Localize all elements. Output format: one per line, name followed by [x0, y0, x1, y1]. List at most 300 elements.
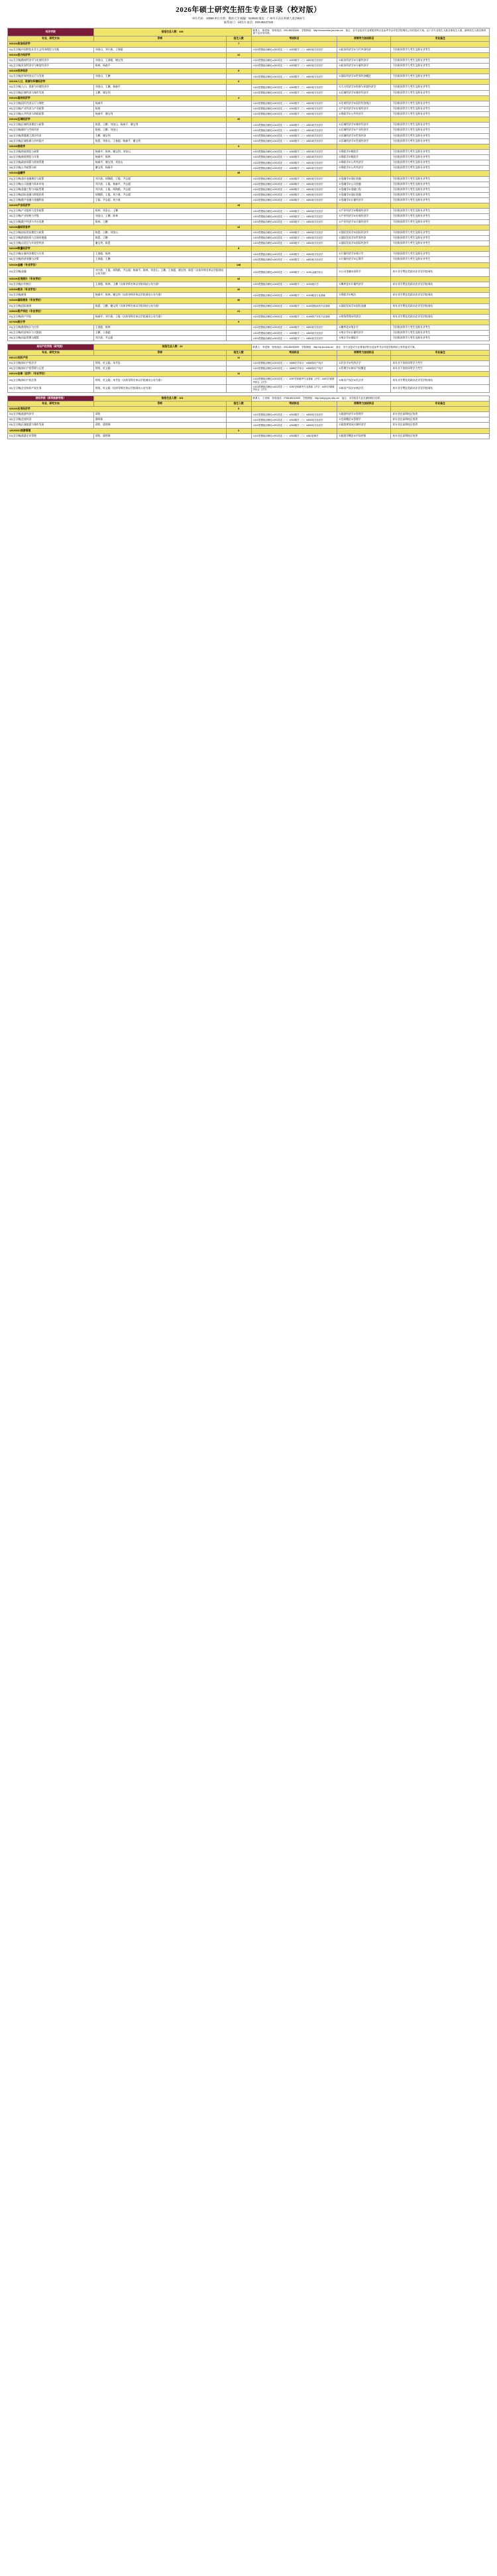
major-remark-cell: 本专业在深圳校区培养 — [391, 412, 490, 417]
equivalent-test-cell: ①金融学②公司金融 — [337, 182, 391, 187]
major-row-filler — [251, 288, 337, 293]
major-remark-cell: 不招收同等学力考生及跨专业考生 — [391, 47, 490, 52]
exam-subjects-cell: ①101思想政治理论②201英语（一）③303数学（三）④802西方经济学 — [251, 192, 337, 197]
college-name: 知识产权学院（研究院） — [8, 345, 94, 350]
major-row-filler — [391, 42, 490, 47]
major-row — [8, 407, 490, 412]
equivalent-test-cell: ①概率论②统计学 — [337, 325, 391, 331]
enrollment-count-cell — [226, 176, 251, 182]
major-remark-cell: 本专业不招收同等学力考生 — [391, 366, 490, 371]
enrollment-count-cell — [226, 90, 251, 95]
advisor-cell: 徐瑄、杜文聪 — [93, 366, 226, 371]
enrollment-count-cell — [226, 106, 251, 111]
direction-row — [8, 138, 490, 144]
enrollment-count-cell — [226, 138, 251, 144]
major-row-filler — [251, 225, 337, 230]
advisor-cell: 徐瑄、杜文聪、朱雪忠（具体导师名单以学院网站公布为准） — [93, 377, 226, 385]
exam-subjects-cell: ①101思想政治理论②201英语（一）③303数学（三）④802西方经济学 — [251, 235, 337, 241]
direction-cell: 03(全日制)粤港澳大湾区经济 — [8, 133, 94, 138]
college-note: 联系人：陈老师 咨询电话：020-85220181 学院网址：http://economics.jnu.edu.cn/ 备注：各专业复试专业课笔试科目及参考书目详见学院网站公布的复试方案。以下各专业招生人数含推免生人数，最终招生人数以教育部下达计划为准。 — [251, 28, 489, 36]
equivalent-test-cell: ①金融学②国际金融 — [337, 192, 391, 197]
direction-row — [8, 252, 490, 257]
direction-cell: 02(全日制)会展经济 — [8, 417, 94, 423]
direction-cell: 02(全日制)产业结构与升级 — [8, 214, 94, 219]
major-row-filler — [391, 428, 490, 433]
enrollment-count-cell — [226, 412, 251, 417]
column-header-c5: 同等学力加试科目 — [337, 36, 391, 42]
equivalent-test-cell: ①政治经济学②当代中国经济 — [337, 47, 391, 52]
direction-cell: 02(全日制)知识产权管理与运营 — [8, 366, 94, 371]
direction-row — [8, 123, 490, 128]
document-subtitle — [0, 17, 497, 28]
major-row-filler — [251, 246, 337, 252]
direction-row — [8, 268, 490, 276]
major-row-filler — [391, 225, 490, 230]
major-name: 025200应用统计（专业学位） — [8, 276, 227, 282]
exam-subjects-cell: ①101思想政治理论②201英语（一）③303数学（三）④802西方经济学 — [251, 325, 337, 331]
equivalent-test-cell: ①国际贸易学②国际经济学 — [337, 241, 391, 246]
major-row-filler — [391, 80, 490, 85]
major-remark-cell: 不招收同等学力考生及跨专业考生 — [391, 128, 490, 133]
major-name: 020200应用经济学 — [8, 407, 227, 412]
equivalent-test-cell: ①旅游规划②区域经济学 — [337, 423, 391, 428]
major-row-filler — [251, 262, 337, 268]
advisor-cell: 王春超、陈林 — [93, 252, 226, 257]
direction-cell: 04(全日制)国际金融与跨境投资 — [8, 192, 94, 197]
direction-cell: 01(全日制)国民经济运行与调控 — [8, 101, 94, 106]
column-header-row — [8, 401, 490, 406]
column-header-c3: 招生人数 — [226, 401, 251, 406]
direction-row — [8, 63, 490, 68]
direction-row — [8, 214, 490, 219]
enrollment-count-cell — [226, 417, 251, 423]
direction-row — [8, 133, 490, 138]
exam-subjects-cell: ①101思想政治理论②201英语（一）③303数学（三）④802西方经济学 — [251, 58, 337, 63]
column-header-c6: 专业备注 — [391, 350, 490, 355]
advisor-cell: 陈恩、王鹏、刘金山、杨森平、谢宝剑 — [93, 123, 226, 128]
direction-cell: 04(全日制)公共政策分析 — [8, 166, 94, 171]
equivalent-test-cell: ①金融学②金融工程 — [337, 187, 391, 192]
major-row-filler — [337, 171, 391, 176]
enrollment-count-cell — [226, 433, 251, 439]
section-gap — [0, 439, 497, 442]
major-count: 12 — [226, 225, 251, 230]
major-row-filler — [337, 95, 391, 101]
major-row-filler — [337, 309, 391, 314]
enrollment-count-cell — [226, 198, 251, 203]
subtitle-line-1: 单位代码：10558 单位名称：暨南大学 邮编：510632 地址：广州市天河区黄埔大道西601号 — [192, 17, 305, 20]
major-name: 025400国际商务（专业学位） — [8, 298, 227, 303]
major-remark-cell: 本专业在深圳校区培养 — [391, 423, 490, 428]
enrollment-count-cell — [226, 282, 251, 288]
major-row-filler — [391, 309, 490, 314]
advisor-cell: 梁明珠 — [93, 417, 226, 423]
major-row-filler — [251, 42, 337, 47]
enrollment-count-cell — [226, 293, 251, 298]
major-name: 020204金融学 — [8, 171, 227, 176]
enrollment-count-cell — [226, 219, 251, 225]
direction-row — [8, 336, 490, 341]
advisor-cell: 章牧 — [93, 412, 226, 417]
direction-cell: 03(全日制)公共经济与财政政策 — [8, 112, 94, 117]
direction-row — [8, 187, 490, 192]
equivalent-test-cell: ①国际贸易学②国际金融 — [337, 303, 391, 309]
major-row — [8, 203, 490, 209]
equivalent-test-cell: ①区域经济学②世界经济 — [337, 133, 391, 138]
direction-cell: 02(全日制)跨境投资与全球价值链 — [8, 235, 94, 241]
equivalent-test-cell: ①政治经济学②计量经济学 — [337, 63, 391, 68]
enrollment-count-cell — [226, 187, 251, 192]
exam-subjects-cell: ①101思想政治理论②201英语（一）③303数学（三）④802西方经济学 — [251, 257, 337, 262]
major-row-filler — [391, 203, 490, 209]
major-name: 035102法律（法学）（专业学位） — [8, 372, 227, 377]
equivalent-test-cell: ①产业经济学②微观经济学 — [337, 209, 391, 214]
direction-cell: 01(全日制)国际贸易理论与政策 — [8, 230, 94, 235]
direction-row — [8, 433, 490, 439]
enrollment-count-cell — [226, 230, 251, 235]
college-plan-count: 拟招生总人数：22 — [93, 345, 251, 350]
direction-cell: 02(全日制)经济预测与决策 — [8, 257, 94, 262]
major-remark-cell: 不招收同等学力考生及跨专业考生 — [391, 138, 490, 144]
exam-subjects-cell: ①101思想政治理论②201英语（一）③303数学（三）④802西方经济学 — [251, 214, 337, 219]
major-row-filler — [391, 407, 490, 412]
advisor-cell: 刘少波、尹志超 — [93, 336, 226, 341]
advisor-cell: 杨森平、陈林 — [93, 155, 226, 160]
major-name: 027000统计学 — [8, 319, 227, 325]
major-row-filler — [337, 372, 391, 377]
major-count: 20 — [226, 117, 251, 123]
direction-cell: 03(全日制)政府预算与绩效管理 — [8, 160, 94, 166]
direction-cell: 02(全日制)发展经济学与制度经济学 — [8, 63, 94, 68]
exam-subjects-cell: ①101思想政治理论②201英语（一）③303数学（三）④802西方经济学 — [251, 149, 337, 154]
major-remark-cell: 不招收同等学力考生及跨专业考生 — [391, 112, 490, 117]
college-table — [7, 396, 490, 439]
major-row — [8, 95, 490, 101]
major-count: 32 — [226, 276, 251, 282]
major-row — [8, 298, 490, 303]
major-remark-cell: 不招收同等学力考生及跨专业考生 — [391, 325, 490, 331]
equivalent-test-cell: ①财政学②税法 — [337, 293, 391, 298]
equivalent-test-cell: ①国际贸易学②世界经济 — [337, 235, 391, 241]
major-count: 15 — [226, 203, 251, 209]
direction-cell: 02(全日制)公司金融与资本市场 — [8, 182, 94, 187]
direction-row — [8, 417, 490, 423]
major-row-filler — [251, 203, 337, 209]
enrollment-count-cell — [226, 182, 251, 187]
major-row-filler — [391, 95, 490, 101]
college-table — [7, 344, 490, 392]
exam-subjects-cell: ①101思想政治理论②201英语（一）③303数学（三）④802西方经济学 — [251, 209, 337, 214]
equivalent-test-cell: ①民法学②经济法学 — [337, 360, 391, 366]
exam-subjects-cell: ①101思想政治理论②201英语（一）③303数学（三）④802西方经济学 — [251, 133, 337, 138]
exam-subjects-cell: ①101思想政治理论②201英语（一）③303数学（三）④802西方经济学 — [251, 155, 337, 160]
equivalent-test-cell: ①计量经济学②运筹学 — [337, 257, 391, 262]
direction-row — [8, 219, 490, 225]
advisor-cell: 陈林 — [93, 106, 226, 111]
exam-subjects-cell: ①101思想政治理论②201英语（一）③303数学（三）④802西方经济学 — [251, 74, 337, 80]
direction-row — [8, 314, 490, 319]
major-remark-cell: 本专业学费及奖助办法详见学院网站 — [391, 377, 490, 385]
equivalent-test-cell: ①旅游学概论②市场营销 — [337, 433, 391, 439]
equivalent-test-cell: ①财政学②税收学 — [337, 149, 391, 154]
equivalent-test-cell: ①财政学②公共经济学 — [337, 166, 391, 171]
equivalent-test-cell: ①财务管理②经济法 — [337, 314, 391, 319]
college-table — [7, 28, 490, 342]
college-name: 经济学院 — [8, 28, 94, 36]
exam-subjects-cell: ①101思想政治理论②201英语（一）③303数学（三）④802西方经济学 — [251, 417, 337, 423]
exam-subjects-cell: ①101思想政治理论②201英语（一）③397法硕联考专业基础（法学）④497法硕联考综合（法学） — [251, 385, 337, 393]
column-header-c5: 同等学力加试科目 — [337, 401, 391, 406]
column-header-c3: 招生人数 — [226, 36, 251, 42]
equivalent-test-cell: ①区域经济学②发展经济学 — [337, 138, 391, 144]
direction-row — [8, 166, 490, 171]
equivalent-test-cell: ①金融学②国际金融 — [337, 176, 391, 182]
major-row-filler — [337, 428, 391, 433]
college-name: 财经学院（深圳旅游学院） — [8, 396, 94, 401]
major-remark-cell: 不招收同等学力考生及跨专业考生 — [391, 63, 490, 68]
column-header-c1: 专业、研究方向 — [8, 350, 94, 355]
enrollment-count-cell — [226, 235, 251, 241]
equivalent-test-cell: ①国际贸易学②国际经济学 — [337, 230, 391, 235]
column-header-c4: 考试科目 — [251, 350, 337, 355]
major-row-filler — [391, 355, 490, 360]
major-count: 30 — [226, 298, 251, 303]
direction-row — [8, 325, 490, 331]
major-row — [8, 319, 490, 325]
major-remark-cell: 本专业学费及奖助办法详见学院网站 — [391, 293, 490, 298]
major-remark-cell: 不招收同等学力考生及跨专业考生 — [391, 198, 490, 203]
direction-row — [8, 149, 490, 154]
direction-cell: 01(全日制)数理统计与应用 — [8, 325, 94, 331]
major-row-filler — [337, 42, 391, 47]
advisor-cell: 王春超、陈林 — [93, 325, 226, 331]
direction-row — [8, 230, 490, 235]
direction-cell: 01(全日制)微观经济学与宏观经济学 — [8, 58, 94, 63]
major-row-filler — [251, 52, 337, 58]
major-remark-cell: 本专业在深圳校区培养 — [391, 417, 490, 423]
column-header-c1: 专业、研究方向 — [8, 401, 94, 406]
advisor-cell: 陈恩、刘金山、王春超、杨森平、谢宝剑 — [93, 138, 226, 144]
major-row-filler — [337, 80, 391, 85]
advisor-cell: 陈林、杨森平 — [93, 63, 226, 68]
equivalent-test-cell: ①金融学②计量经济学 — [337, 198, 391, 203]
major-count: 9 — [226, 144, 251, 149]
equivalent-test-cell: ①国际经济学②世界经济概论 — [337, 74, 391, 80]
direction-row — [8, 85, 490, 90]
page-title: 2026年硕士研究生招生专业目录（校对版） — [176, 6, 321, 14]
exam-subjects-cell: ①101思想政治理论②201英语（一）③303数学（三）④802西方经济学 — [251, 331, 337, 336]
direction-row — [8, 385, 490, 393]
column-header-c3: 招生人数 — [226, 350, 251, 355]
equivalent-test-cell: ①公司金融②投资学 — [337, 268, 391, 276]
exam-subjects-cell: ①101思想政治理论②204英语（二）③303数学（三）④431金融学综合 — [251, 268, 337, 276]
major-remark-cell: 不招收同等学力考生及跨专业考生 — [391, 155, 490, 160]
college-header-row — [8, 345, 490, 350]
exam-subjects-cell: ①101思想政治理论②201英语（一）③303数学（三）④802西方经济学 — [251, 112, 337, 117]
major-row-filler — [251, 298, 337, 303]
direction-row — [8, 423, 490, 428]
advisor-cell: 杨森平 — [93, 101, 226, 106]
enrollment-count-cell — [226, 74, 251, 80]
column-header-c2: 导师 — [93, 350, 226, 355]
major-row-filler — [391, 69, 490, 74]
major-remark-cell: 本专业不招收同等学力考生 — [391, 360, 490, 366]
direction-cell: 01(全日制)中国特色社会主义经济理论与实践 — [8, 47, 94, 52]
advisor-cell: 刘金山、王鹏、杨森平 — [93, 85, 226, 90]
equivalent-test-cell: ①财政学②公共经济学 — [337, 112, 391, 117]
equivalent-test-cell: ①政治经济学②计量经济学 — [337, 58, 391, 63]
major-remark-cell: 本专业学费及奖助办法详见学院网站 — [391, 314, 490, 319]
major-row-filler — [337, 52, 391, 58]
equivalent-test-cell: ①区域经济学②城市经济学 — [337, 90, 391, 95]
major-remark-cell: 不招收同等学力考生及跨专业考生 — [391, 106, 490, 111]
equivalent-test-cell: ①知识产权法②民法学 — [337, 377, 391, 385]
direction-row — [8, 241, 490, 246]
exam-subjects-cell: ①101思想政治理论②204英语（二）③303数学（三）④436资产评估专业基础 — [251, 314, 337, 319]
major-row-filler — [337, 319, 391, 325]
exam-subjects-cell: ①101思想政治理论②201英语（一）③303数学（三）④802西方经济学 — [251, 160, 337, 166]
major-row-filler — [337, 203, 391, 209]
direction-row — [8, 293, 490, 298]
major-name: 020203财政学 — [8, 144, 227, 149]
enrollment-count-cell — [226, 155, 251, 160]
direction-cell: 01(全日制)计量经济理论与应用 — [8, 252, 94, 257]
advisor-cell: 杨森平、谢宝剑、刘金山 — [93, 160, 226, 166]
exam-subjects-cell: ①101思想政治理论②204英语（二）③303数学（三）④433税务专业基础 — [251, 293, 337, 298]
major-row-filler — [391, 276, 490, 282]
equivalent-test-cell: ①会展概论②管理学 — [337, 417, 391, 423]
major-remark-cell: 不招收同等学力考生及跨专业考生 — [391, 252, 490, 257]
major-row-filler — [337, 262, 391, 268]
enrollment-count-cell — [226, 423, 251, 428]
enrollment-count-cell — [226, 149, 251, 154]
major-row-filler — [337, 117, 391, 123]
enrollment-count-cell — [226, 385, 251, 393]
equivalent-test-cell: ①人口经济学②资源与环境经济学 — [337, 85, 391, 90]
major-row-filler — [337, 355, 391, 360]
advisor-cell: 王春超、王鹏 — [93, 257, 226, 262]
major-row-filler — [337, 288, 391, 293]
column-header-c5: 同等学力加试科目 — [337, 350, 391, 355]
exam-subjects-cell: ①101思想政治理论②201英语（一）③303数学（三）④802西方经济学 — [251, 106, 337, 111]
direction-cell: 02(全日制)城市与空间经济 — [8, 128, 94, 133]
major-row — [8, 42, 490, 47]
major-row — [8, 80, 490, 85]
equivalent-test-cell: ①旅游经济学②管理学 — [337, 412, 391, 417]
major-remark-cell: 不招收同等学力考生及跨专业考生 — [391, 90, 490, 95]
direction-row — [8, 257, 490, 262]
major-count: 5 — [226, 407, 251, 412]
advisor-cell: 章牧、梁明珠 — [93, 433, 226, 439]
major-row-filler — [391, 144, 490, 149]
enrollment-count-cell — [226, 257, 251, 262]
direction-cell: 01(全日制)资产评估 — [8, 314, 94, 319]
direction-cell: 01(全日制)应用统计 — [8, 282, 94, 288]
advisor-cell: 刘金山、王鹏、陈林 — [93, 214, 226, 219]
major-count: 4 — [226, 95, 251, 101]
exam-subjects-cell: ①101思想政治理论②201英语（一）③303数学（三）④802西方经济学 — [251, 198, 337, 203]
advisor-cell: 陈林、刘金山、王鹏 — [93, 209, 226, 214]
advisor-cell: 王鹏、谢宝剑 — [93, 90, 226, 95]
advisor-cell: 刘金山、王春超、谢宝剑 — [93, 58, 226, 63]
direction-row — [8, 377, 490, 385]
major-row-filler — [337, 298, 391, 303]
direction-cell: 01(全日制)知识产权法学 — [8, 360, 94, 366]
major-remark-cell: 不招收同等学力考生及跨专业考生 — [391, 214, 490, 219]
exam-subjects-cell: ①101思想政治理论②201英语（一）③303数学（三）④811管理学 — [251, 433, 337, 439]
exam-subjects-cell: ①101思想政治理论②201英语（一）③303数学（三）④802西方经济学 — [251, 128, 337, 133]
enrollment-count-cell — [226, 209, 251, 214]
enrollment-count-cell — [226, 192, 251, 197]
equivalent-test-cell: ①统计学②计量经济学 — [337, 331, 391, 336]
direction-cell: 01(全日制)金融 — [8, 268, 94, 276]
direction-cell: 01(全日制)货币金融理论与政策 — [8, 176, 94, 182]
major-row — [8, 225, 490, 230]
advisor-cell: 刘少波、胡海鸥、王聪、尹志超 — [93, 176, 226, 182]
exam-subjects-cell: ①101思想政治理论②201英语（一）③303数学（三）④802西方经济学 — [251, 187, 337, 192]
advisor-cell: 王鹏、王春超 — [93, 331, 226, 336]
major-count: 9 — [226, 319, 251, 325]
direction-row — [8, 112, 490, 117]
direction-cell: 01(全日制)旅游企业管理 — [8, 433, 94, 439]
major-remark-cell: 不招收同等学力考生及跨专业考生 — [391, 85, 490, 90]
major-row-filler — [391, 262, 490, 268]
major-row — [8, 288, 490, 293]
major-row-filler — [251, 319, 337, 325]
direction-row — [8, 176, 490, 182]
advisor-cell: 杨森平、谢宝剑 — [93, 112, 226, 117]
major-row — [8, 69, 490, 74]
major-row-filler — [391, 246, 490, 252]
major-name: 120203Z1旅游管理 — [8, 428, 227, 433]
major-remark-cell: 不招收同等学力考生及跨专业考生 — [391, 209, 490, 214]
equivalent-test-cell: ①区域经济学②城市经济学 — [337, 123, 391, 128]
major-row-filler — [337, 407, 391, 412]
direction-row — [8, 160, 490, 166]
direction-cell: 01(全日制)财政理论与政策 — [8, 149, 94, 154]
advisor-cell: 陈恩、王鹏、谢宝剑（具体导师名单以学院网站公布为准） — [93, 303, 226, 309]
advisor-cell: 王春超、陈林、王鹏（具体导师名单以学院网站公布为准） — [93, 282, 226, 288]
equivalent-test-cell: ①产业经济学②宏观经济学 — [337, 106, 391, 111]
advisor-cell: 谢宝剑、陈恩 — [93, 241, 226, 246]
direction-row — [8, 331, 490, 336]
major-row — [8, 428, 490, 433]
direction-cell: 03(全日制)区域旅游与城市发展 — [8, 423, 94, 428]
equivalent-test-cell: ①产业经济学②计量经济学 — [337, 219, 391, 225]
major-name: 020201国民经济学 — [8, 95, 227, 101]
exam-subjects-cell: ①101思想政治理论②204英语（二）③303数学（三）④434国际商务专业基础 — [251, 303, 337, 309]
major-name: 025600资产评估（专业学位） — [8, 309, 227, 314]
direction-row — [8, 192, 490, 197]
major-remark-cell: 不招收同等学力考生及跨专业考生 — [391, 219, 490, 225]
major-remark-cell: 不招收同等学力考生及跨专业考生 — [391, 160, 490, 166]
major-row-filler — [251, 69, 337, 74]
major-name: 020206国际贸易学 — [8, 225, 227, 230]
direction-row — [8, 235, 490, 241]
direction-cell: 04(全日制)区域协调与乡村振兴 — [8, 138, 94, 144]
direction-cell: 03(全日制)风险管理与精算 — [8, 336, 94, 341]
major-count: 11 — [226, 355, 251, 360]
enrollment-count-cell — [226, 133, 251, 138]
major-remark-cell: 本专业学费及奖助办法详见学院网站 — [391, 268, 490, 276]
direction-row — [8, 58, 490, 63]
direction-cell: 02(全日制)企业知识产权实务 — [8, 385, 94, 393]
direction-row — [8, 74, 490, 80]
exam-subjects-cell: ①101思想政治理论②201英语（一）③303数学（三）④802西方经济学 — [251, 166, 337, 171]
enrollment-count-cell — [226, 128, 251, 133]
direction-cell: 02(全日制)产业经济与产业政策 — [8, 106, 94, 111]
advisor-cell: 王鹏、谢宝剑 — [93, 133, 226, 138]
